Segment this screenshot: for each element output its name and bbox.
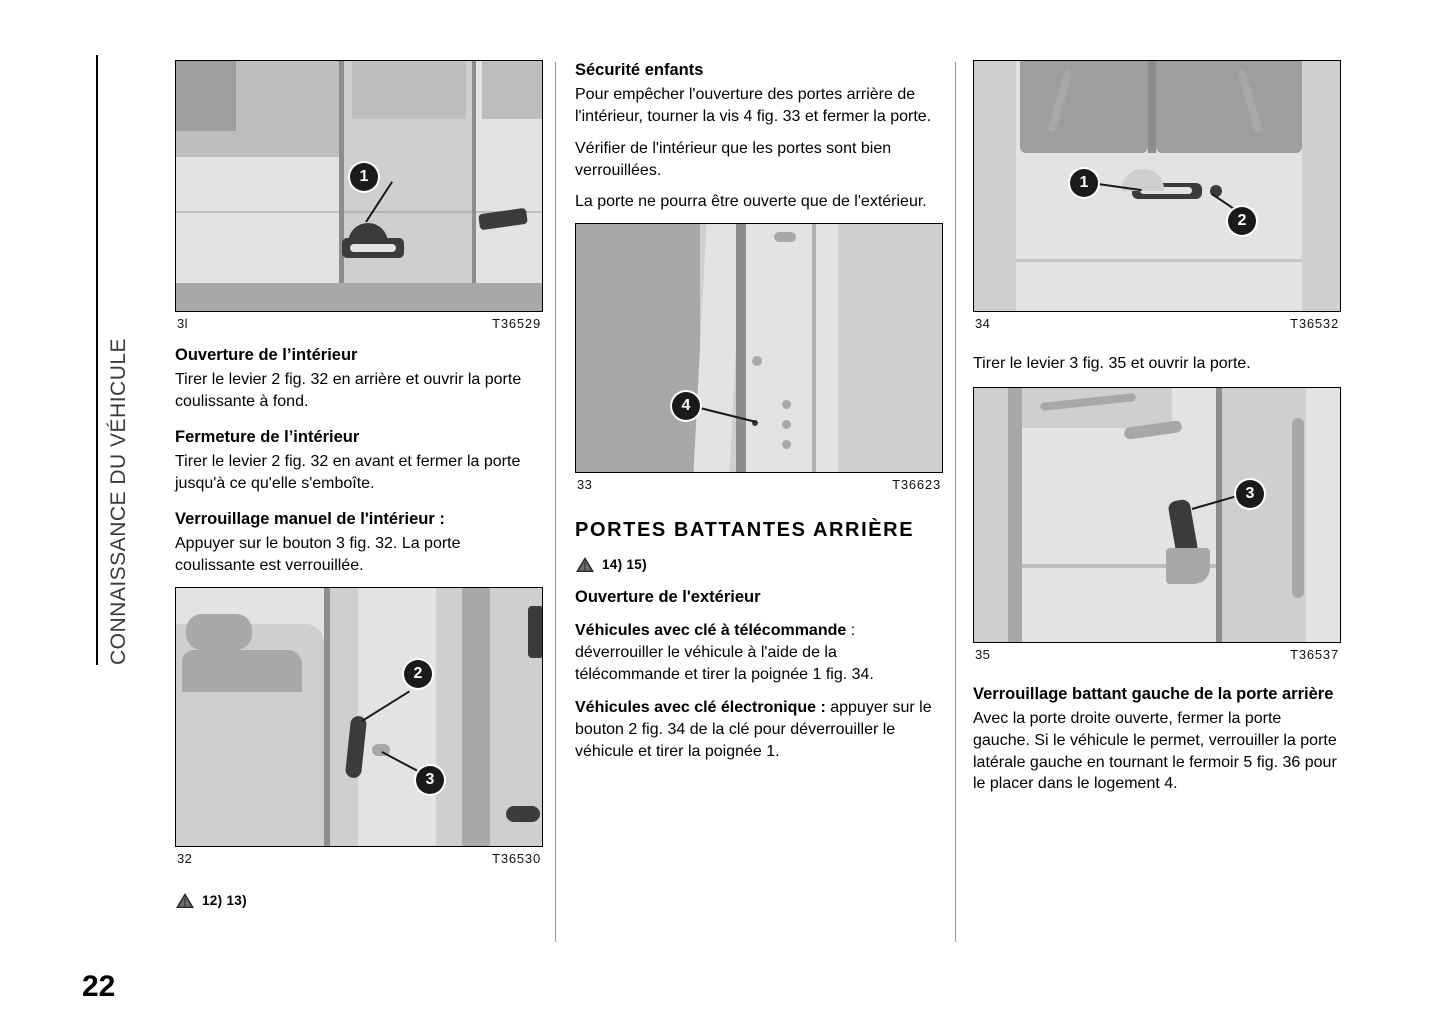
section-title-portes-battantes: PORTES BATTANTES ARRIÈRE [575, 519, 915, 542]
figure-32-callout-2: 2 [404, 660, 432, 688]
running-head [96, 55, 136, 665]
figure-31-caption [175, 312, 543, 331]
footnote-row-col2 [575, 556, 943, 573]
figure-34-callout-2: 2 [1228, 207, 1256, 235]
heading-securite-enfants: Sécurité enfants [575, 61, 704, 79]
text-cle-telecommande [575, 620, 943, 685]
figure-34-callout-1: 1 [1070, 169, 1098, 197]
column-3 [973, 60, 1341, 805]
figure-32-number: 32 [177, 850, 193, 866]
heading-verrouillage-battant: Verrouillage battant gauche de la porte arrière [973, 684, 1334, 703]
text-cle-telecommande-rest: : déverrouiller le véhicule à l'aide de la télécommande et tirer la poignée 1 fig. 34. [575, 622, 874, 683]
heading-ouverture-exterieur: Ouverture de l'extérieur [575, 587, 761, 606]
figure-35-number: 35 [975, 646, 991, 662]
label-cle-telecommande: Véhicules avec clé à télécommande [575, 622, 847, 640]
figure-32-code: T36530 [492, 850, 541, 866]
figure-35-callout-3: 3 [1236, 480, 1264, 508]
figure-34-image [973, 60, 1341, 312]
figure-33-code: T36623 [892, 477, 941, 493]
column-divider-1 [555, 62, 556, 942]
figure-34-number: 34 [975, 316, 991, 331]
footnote-row-col1 [175, 892, 543, 909]
figure-34 [973, 60, 1341, 331]
warning-triangle-icon [175, 892, 195, 909]
figure-32 [175, 587, 543, 866]
figure-32-caption [175, 847, 543, 866]
figure-32-image [175, 587, 543, 847]
text-tirer-levier-3: Tirer le levier 3 fig. 35 et ouvrir la porte. [973, 355, 1251, 372]
figure-34-caption [973, 312, 1341, 331]
figure-33-callout-4: 4 [672, 392, 700, 420]
text-securite-3: La porte ne pourra être ouverte que de l'extérieur. [575, 193, 927, 211]
footnote-col1: 12) 13) [202, 892, 247, 908]
figure-31-callout-1: 1 [350, 163, 378, 191]
text-securite-1: Pour empêcher l'ouverture des portes arrière de l'intérieur, tourner la vis 4 fig. 33 et fermer la porte. [575, 86, 932, 126]
heading-ouverture-interieur: Ouverture de l’intérieur [175, 346, 358, 364]
text-fermeture-interieur: Tirer le levier 2 fig. 32 en avant et fermer la porte jusqu'à ce qu'elle s'emboîte. [175, 453, 521, 493]
column-1 [175, 60, 543, 919]
figure-33-image [575, 223, 943, 473]
text-ouverture-interieur: Tirer le levier 2 fig. 32 en arrière et ouvrir la porte coulissante à fond. [175, 371, 522, 411]
warning-triangle-icon [575, 556, 595, 573]
figure-35-code: T36537 [1290, 646, 1339, 662]
figure-32-callout-3: 3 [416, 766, 444, 794]
figure-33 [575, 223, 943, 492]
text-verrouillage-manuel: Appuyer sur le bouton 3 fig. 32. La porte coulissante est verrouillée. [175, 535, 461, 575]
figure-31-number: 3l [177, 316, 188, 331]
running-head-label: CONNAISSANCE DU VÉHICULE [107, 337, 130, 665]
figure-34-code: T36532 [1290, 316, 1339, 331]
text-verrouillage-battant: Avec la porte droite ouverte, fermer la porte gauche. Si le véhicule le permet, verrouiller la porte latérale gauche en tournant le fermoir 5 fig. 36 pour le placer dans le logement 4. [973, 710, 1337, 793]
column-divider-2 [955, 62, 956, 942]
text-cle-electronique-rest: appuyer sur le bouton 2 fig. 34 de la clé pour déverrouiller le véhicule et tirer la poignée 1. [575, 699, 932, 760]
figure-33-caption [575, 473, 943, 492]
text-cle-electronique [575, 697, 943, 762]
column-2 [575, 60, 943, 773]
heading-verrouillage-manuel: Verrouillage manuel de l'intérieur : [175, 509, 445, 528]
page-number: 22 [82, 970, 116, 1003]
text-securite-2: Vérifier de l'intérieur que les portes sont bien verrouillées. [575, 139, 892, 179]
figure-35-caption [973, 643, 1341, 662]
figure-31-image [175, 60, 543, 312]
figure-31 [175, 60, 543, 331]
heading-fermeture-interieur: Fermeture de l’intérieur [175, 427, 360, 446]
figure-33-number: 33 [577, 477, 593, 493]
figure-35 [973, 387, 1341, 662]
running-head-rule [96, 55, 98, 665]
figure-35-image [973, 387, 1341, 643]
label-cle-electronique: Véhicules avec clé électronique : [575, 699, 826, 717]
figure-31-code: T36529 [492, 316, 541, 331]
footnote-col2: 14) 15) [602, 556, 647, 572]
